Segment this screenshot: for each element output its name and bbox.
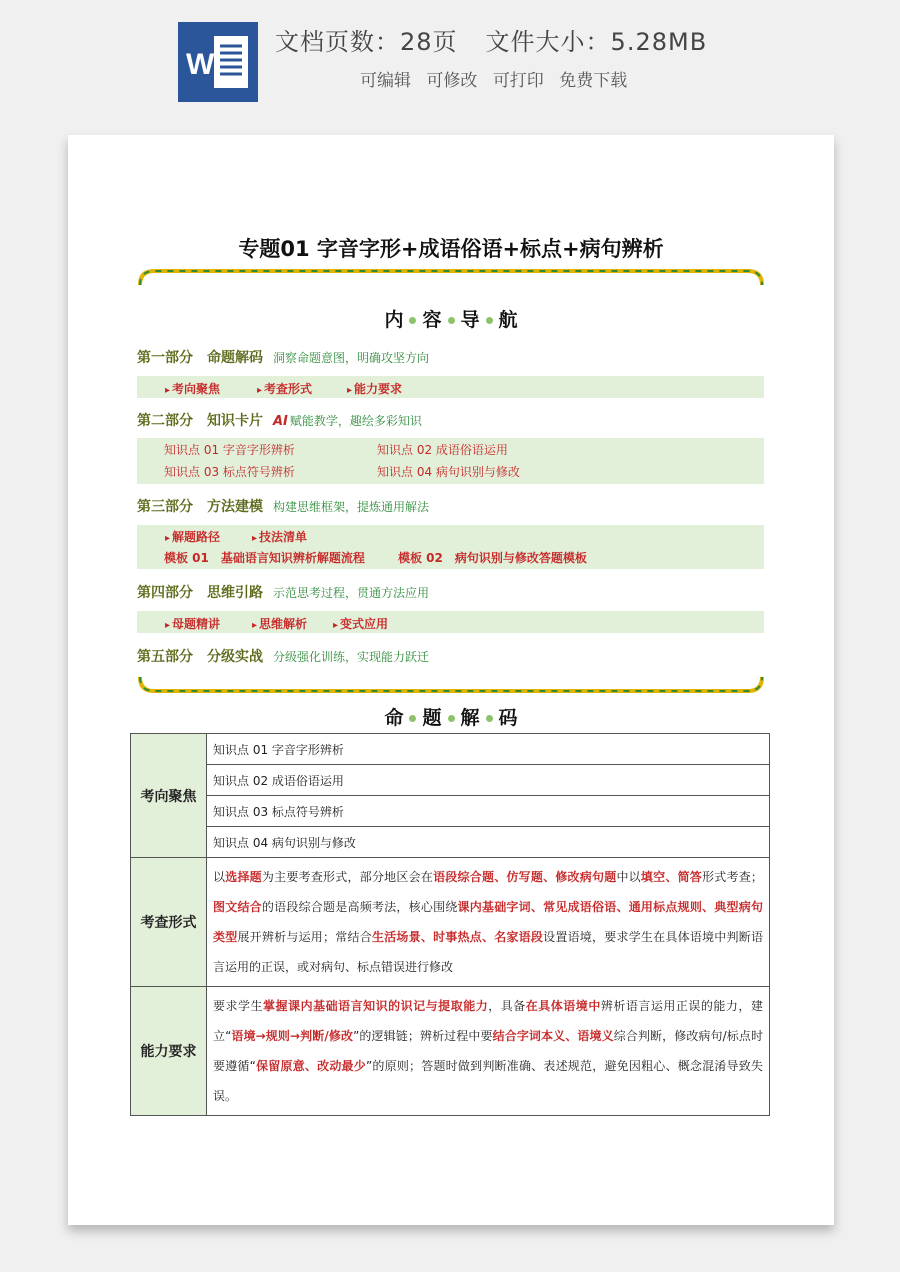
text-segment: 保留原意、改动最少 (255, 1059, 366, 1073)
item-variant-application: ▸ 变式应用 (333, 615, 388, 632)
text-segment: 以 (213, 870, 226, 884)
knowledge-point-02: 知识点 02 成语俗语运用 (377, 443, 508, 457)
feature-printable: 可打印 (492, 71, 544, 91)
document-title: 专题01 字音字形+成语俗语+标点+病句辨析 (238, 237, 664, 261)
page-count: 文档页数：28页 (275, 28, 458, 56)
part-3: 第三部分 方法建模 构建思维框架，提炼通用解法 (137, 499, 430, 515)
top-divider (136, 267, 766, 289)
row-header-form: 考查形式 (131, 858, 207, 987)
exam-form-text (207, 858, 770, 987)
table-row (131, 827, 770, 858)
part-4: 第四部分 思维引路 示范思考过程，贯通方法应用 (137, 585, 430, 601)
feature-list (360, 66, 637, 91)
focus-item: 知识点 03 标点符号辨析 (207, 796, 770, 827)
item-exam-focus: ▸ 考向聚焦 (165, 380, 220, 397)
text-segment: 语境→规则→判断/修改 (231, 1029, 354, 1043)
item-mother-problem: ▸ 母题精讲 (165, 615, 220, 632)
text-segment: 选择题 (225, 870, 262, 884)
nav-heading: 内 容 导 航 (384, 309, 518, 331)
row-header-focus: 考向聚焦 (131, 734, 207, 858)
text-segment: 填空、简答 (640, 870, 703, 884)
text-segment: 形式考查； (702, 870, 763, 884)
part-2: 第二部分 知识卡片 AI 赋能教学，趣绘多彩知识 (137, 413, 422, 429)
document-page (68, 135, 834, 1225)
table-row (131, 987, 770, 1116)
text-segment: 生活场景、时事热点、名家语段 (371, 930, 544, 944)
part-3-band (137, 525, 764, 569)
part-1: 第一部分 命题解码 洞察命题意图，明确攻坚方向 (137, 350, 430, 366)
table-row (131, 796, 770, 827)
text-segment: 在具体语境中 (525, 999, 601, 1013)
model-01: 模板 01 基础语言知识辨析解题流程 (164, 551, 365, 565)
text-segment: 的语段综合题是高频考法，核心围绕 (261, 900, 458, 914)
word-document-icon (178, 22, 258, 102)
item-exam-form: ▸ 考查形式 (257, 380, 312, 397)
table-row (131, 734, 770, 765)
knowledge-point-04: 知识点 04 病句识别与修改 (377, 465, 520, 479)
document-info-banner (0, 0, 900, 110)
decode-table (130, 733, 770, 1116)
table-row (131, 858, 770, 987)
table-row (131, 765, 770, 796)
text-segment: 中以 (616, 870, 641, 884)
focus-item: 知识点 04 病句识别与修改 (207, 827, 770, 858)
item-thinking-analysis: ▸ 思维解析 (252, 615, 307, 632)
focus-item: 知识点 02 成语俗语运用 (207, 765, 770, 796)
text-segment: 图文结合 (213, 900, 262, 914)
svg-text:W: W (186, 48, 215, 81)
item-ability: ▸ 能力要求 (347, 380, 402, 397)
text-segment: 语段综合题、仿写题、修改病句题 (433, 870, 617, 884)
text-segment: 综合判断，修改病句/标点时要遵循“ (213, 1029, 764, 1073)
text-segment: ，具备 (488, 999, 526, 1013)
text-segment: 设置语境，要求学生在具体语境中判断语言运用的正误，或对病句、标点错误进行修改 (213, 930, 763, 974)
text-segment: 课内基础字词、常见成语俗语、通用标点规则、典型病句类型 (213, 900, 763, 944)
knowledge-point-03: 知识点 03 标点符号辨析 (164, 465, 295, 479)
feature-modifiable: 可修改 (426, 71, 478, 91)
text-segment: ”的原则；答题时做到判断准确、表述规范，避免因粗心、概念混淆导致失误。 (213, 1059, 763, 1103)
text-segment: 为主要考查形式，部分地区会在 (261, 870, 434, 884)
file-size: 文件大小：5.28MB (485, 28, 708, 56)
text-segment: 辨析语言运用正误的能力，建立“ (213, 999, 763, 1043)
part-1-band (137, 376, 764, 398)
text-segment: ”的逻辑链；辨析过程中要 (353, 1029, 493, 1043)
part-5: 第五部分 分级实战 分级强化训练，实现能力跃迁 (137, 649, 430, 665)
banner-title (275, 22, 735, 57)
item-solving-path: ▸ 解题路径 (165, 528, 220, 545)
model-02: 模板 02 病句识别与修改答题模板 (398, 551, 587, 565)
part-4-band (137, 611, 764, 633)
bottom-divider (136, 673, 766, 695)
focus-item: 知识点 01 字音字形辨析 (207, 734, 770, 765)
text-segment: 展开辨析与运用；常结合 (237, 930, 372, 944)
item-technique-list: ▸ 技法清单 (252, 528, 307, 545)
feature-editable: 可编辑 (360, 71, 411, 91)
text-segment: 要求学生 (213, 999, 264, 1013)
row-header-ability: 能力要求 (131, 987, 207, 1116)
text-segment: 掌握课内基础语言知识的识记与提取能力 (263, 999, 489, 1013)
ability-requirement-text (207, 987, 770, 1116)
decode-heading: 命 题 解 码 (384, 707, 518, 729)
part-2-band (137, 438, 764, 484)
text-segment: 结合字词本义、语境义 (492, 1029, 614, 1043)
feature-free-download: 免费下载 (559, 71, 628, 91)
knowledge-point-01: 知识点 01 字音字形辨析 (164, 443, 295, 457)
